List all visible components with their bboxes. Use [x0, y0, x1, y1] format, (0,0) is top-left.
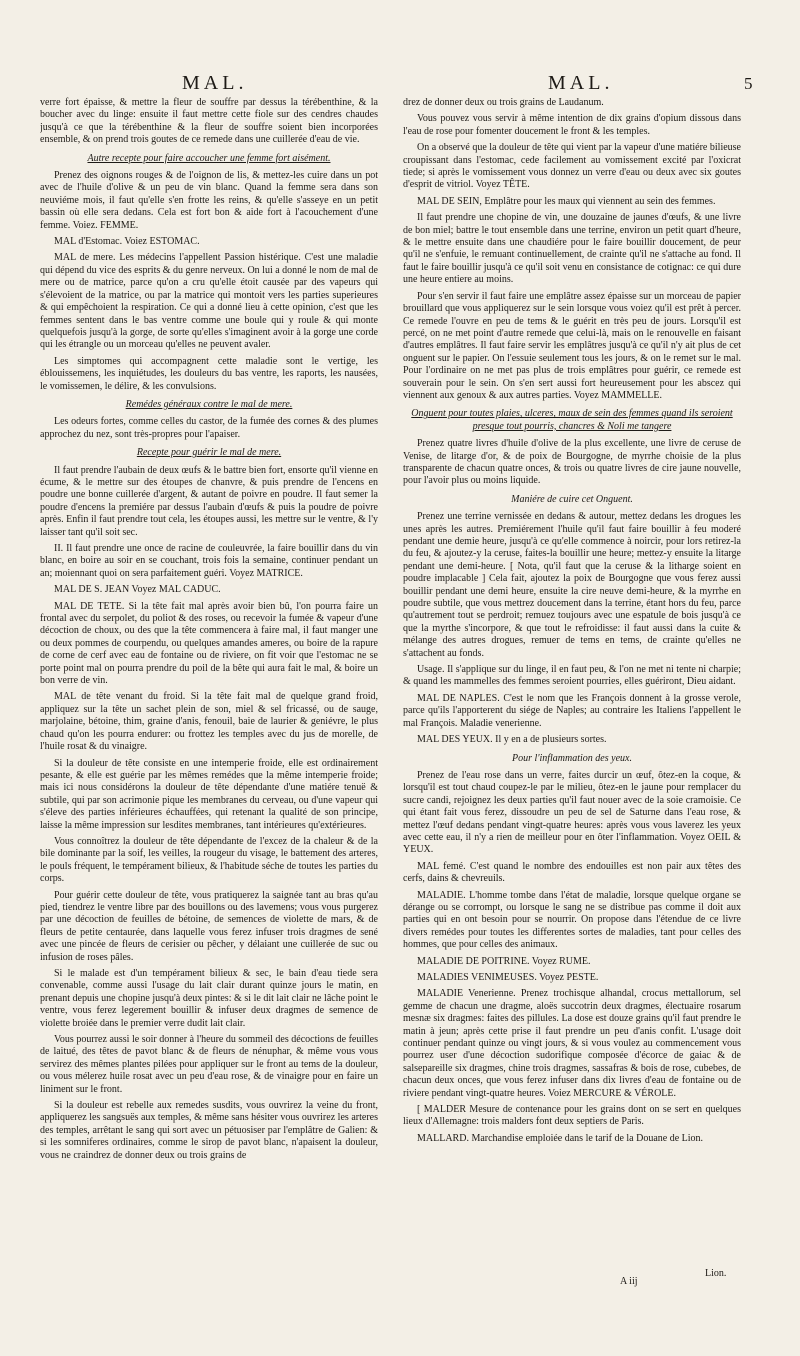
paragraph: Vous connoîtrez la douleur de tête dépendante de l'excez de la chaleur & de la bile dominante par la soif, les veilles, la rougeur du visage, le battement des arteres, le pouls fréquent, le tempérament bilieux, & l'habitude séche de toutes les parties du corps. — [40, 835, 378, 885]
paragraph: Pour s'en servir il faut faire une emplâtre assez épaisse sur un morceau de papier brouillard que vous appliquerez sur le sein lorsque vous voiez qu'il est prêt à percer. Ce remede l'ouvre en peu de tems & le guérit en très peu de jours. Lorsqu'il est percé, on ne met point d'autre remede que celui-là, mais on le renouvelle en faisant d'autres emplâtres. Il faut faire servir les emplâtres jusqu'à ce qu'il n'y ait plus de cet onguent sur le papier. On l'essuie seulement tous les jours, & on le remet sur le mal. Pour l'ordinaire on ne met pas plus de trois emplâtres pour guérir, ce remede est souverain pour le sein. On s'en sert aussi fort heureusement pour les abscez qui viennent aux genoux & aux autres parties. Voyez MAMMELLE. — [403, 290, 741, 401]
paragraph: MAL de mere. Les médecins l'appellent Passion histérique. C'est une maladie qui dépend du vice des esprits & du genre nerveux. On lui a donné le nom de mal de mere ou de matrice, parce qu'on a cru qu'elle étoit causée par des vapeurs qui s'élevoient de la matrice, ou par la matrice qui montoit vers les parties superieures & qui empêchoient la respiration. Ce qui a donné lieu à cette opinion, c'est que les femmes sentent dans le bas ventre comme une boule qui y roule & qui monte quelquefois jusqu'à la gorge, de sorte qu'elles s'imaginent avoir à la gorge une corde qui les étrangle ou un morceau qu'elles ne peuvent avaler. — [40, 252, 378, 351]
paragraph: Pour guérir cette douleur de tête, vous pratiquerez la saignée tant au bras qu'au pied, tiendrez le ventre libre par des bouillons ou des lavemens; vous vous purgerez par une décoction de feuilles de bétoine, de semences de violette de mars, & de fleurs de petite centaurée, dans laquelle vous ferez infuser trois dragmes de sené avec une pincée de fleurs de cerisier ou pêcher, y délaiant une cuillerée de suc ou infusion de roses pâles. — [40, 889, 378, 963]
running-head-left: MAL. — [182, 72, 248, 94]
paragraph: MAL d'Estomac. Voiez ESTOMAC. — [54, 236, 200, 248]
paragraph: MAL de tête venant du froid. Si la tête fait mal de quelque grand froid, appliquez sur la tête un sachet plein de son, miel & sel fricassé, ou de sauge, marjolaine, bétoine, thim, graine d'anis, fenouil, baie de laurier & geniévre, le plus chaud qu'on les pourra endurer: ou frottez les temples avec du jus de morelle, de l'huile rosat & du vinaigre. — [40, 691, 378, 753]
paragraph: Si la douleur est rebelle aux remedes susdits, vous ouvrirez la veine du front, appliquerez les sangsuës aux temples, & même sans hésiter vous ouvrirez les arteres des temples, arrêtant le sang qui sort avec un pétuosiser par l'emplâtre de Galien: & si les somniferes ordinaires, comme le sirop de pavot blanc, n'apaisent la douleur, vous ne craindrez de donner deux ou trois grains de — [40, 1100, 378, 1161]
paragraph: Il faut prendre une chopine de vin, une douzaine de jaunes d'œufs, & une livre de bon miel; battre le tout ensemble dans une terrine, environ un petit quart d'heure, & le mettre ensuite dans une chaudiére pour le faire bouillir doucement, de peur qu'il ne s'enfuie, le remuant continuellement, de crainte qu'il ne s'attache au fond. Il faut le faire bouillir jusqu'à ce qu'il soit venu en consistance de cotignac: ce qui dure une heure entiere au moins. — [403, 212, 741, 286]
paragraph: MAL femé. C'est quand le nombre des endouilles est non pair aux têtes des cerfs, dains & chevreuils. — [403, 860, 741, 885]
section-heading: Remédes généraux contre le mal de mere. — [125, 398, 293, 410]
paragraph: Les simptomes qui accompagnent cette maladie sont le vertige, les éblouissemens, les inquiétudes, les douleurs du bas ventre, les raports, les nausées, le vomissemen, le délire, & les convulsions. — [40, 355, 378, 392]
page-number: 5 — [744, 74, 753, 93]
paragraph: Prenez de l'eau rose dans un verre, faites durcir un œuf, ôtez-en la coque, & lorsqu'il est tout chaud coupez-le par le milieu, ôtez-en le jaune pour remplacer du sucre candi, rejoignez les deux parties qu'il faut nouer avec de la soie cramoisie. Ce qui étant fait vous ferez, dissoudre un peu de sel de Saturne dans l'eau rose, & mettez l'œuf dedans pendant vingt-quatre heures: après vous vous laverez les yeux avec cette eau, il n'y a rien de meilleur pour en ôter l'inflammation. Voyez OEIL & YEUX. — [403, 769, 741, 856]
paragraph: Vous pourrez aussi le soir donner à l'heure du sommeil des décoctions de feuilles de laitué, des têtes de pavot blanc & de fleurs de nénuphar, & même vous vous servirez des mêmes plantes pilées pour appliquer sur le front au tems de la douleur, ou vous mélerez huile rosat avec un peu d'eau rose, & de vinaigre pour en faire un liniment sur le front. — [40, 1034, 378, 1095]
paragraph: MALADIES VENIMEUSES. Voyez PESTE. — [417, 972, 599, 983]
catchword: Lion. — [705, 1268, 727, 1279]
section-heading: Onguent pour toutes plaies, ulceres, maux de sein des femmes quand ils seroient presque tout pourris, chancres & Noli me tangere — [411, 408, 733, 432]
section-heading: Autre recepte pour faire accoucher une femme fort aisément. — [87, 152, 331, 164]
section-heading: Recepte pour guérir le mal de mere. — [136, 447, 282, 459]
paragraph: Les odeurs fortes, comme celles du castor, de la fumée des cornes & des plumes approchez du nez, sont très-propres pour l'apaiser. — [40, 416, 378, 440]
paragraph: verre fort épaisse, & mettre la fleur de souffre par dessus la térébenthine, & la boucher avec du linge: ensuite il faut mettre cette fiole sur des cendres chaudes jusqu'à ce que la térébenthine & la fleur de souffre soient bien incorporées ensemble, & on prend trois goutes de ce remede dans une cuillerée d'eau de vie. — [40, 97, 378, 146]
paragraph: Prenez quatre livres d'huile d'olive de la plus excellente, une livre de ceruse de Venise, de litarge d'or, & de poix de Bourgogne, de myrrhe choisie de la plus transparente de chacun quatre onces, & trois ou quatre livres de cire jaune nouvelle, pour l'avoir plus ou moins liquide. — [403, 438, 741, 487]
section-heading: Pour l'inflammation des yeux. — [512, 752, 632, 764]
paragraph: Vous pouvez vous servir à même intention de dix grains d'opium dissous dans l'eau de rose pour fomenter doucement le front & les temples. — [403, 113, 741, 137]
paragraph: MALADIE Venerienne. Prenez trochisque alhandal, crocus mettallorum, sel gemme de chacun une dragme, aloës succotrin deux dragmes, électuaire rosarum mesnæ six dragmes: faites des pillules. La dose est douze grains qu'il faut prendre le matin à jeun; après cette prise il faut prendre un peu d'anis confit. L'usage doit continuer pendant quinze ou vingt jours, & si vous voulez au commencement vous pourrez user d'une décoction sudorifique composée d'écorce de gaiac & de salsepareille six dragmes, chine trois dragmes, sassafras & bois de rose, cubebes, de chacun deux onces, que vous ferez infuser dans dix livres d'eau de fontaine ou de riviere pendant vingt-quatre heures. Voiez MERCURE & VÉROLE. — [403, 988, 741, 1099]
running-head-right: MAL. — [548, 72, 614, 94]
paragraph: Il faut prendre l'aubain de deux œufs & le battre bien fort, ensorte qu'il vienne en écume, & le mettre sur des étoupes de chanvre, & puis prendre de l'encens en poudre une bonne cuillerée d'argent, & autant de poivre en poudre. Il faut semer la poudre d'encens la premiére par dessus l'aubain d'œufs & puis la poudre de poivre après. Enfin il faut prendre tout cela, les étoupes aussi, les mettre sur le ventre, & l'y laisser tant qu'il soit sec. — [40, 464, 378, 538]
paragraph: Prenez des oignons rouges & de l'oignon de lis, & mettez-les cuire dans un pot avec de l'huile d'olive & un peu de vin blanc. Quand la femme sera dans son neuviéme mois, il faut qu'elle s'en frotte les reins, & qu'elle s'asseye en un petit bassin où elle sera dedans. Cela est fort bon & aide fort à l'acouchement d'une femme. Voiez. FEMME. — [40, 170, 378, 231]
section-heading: Maniére de cuire cet Onguent. — [511, 493, 633, 505]
paragraph: MAL DE S. JEAN Voyez MAL CADUC. — [54, 584, 221, 596]
paragraph: MALLARD. Marchandise emploiée dans le tarif de la Douane de Lion. — [417, 1132, 704, 1144]
paragraph: II. Il faut prendre une once de racine de couleuvrée, la faire bouillir dans du vin blanc, en boire au soir en se couchant, trois fois la semaine, continuer pendant un an; moiennant quoi on sera parfaitement guéri. Voyez MATRICE. — [40, 543, 378, 579]
paragraph: MAL DES YEUX. Il y en a de plusieurs sortes. — [417, 734, 607, 746]
paragraph: MAL DE NAPLES. C'est le nom que les François donnent à la grosse verole, parce qu'ils l'apporterent du siége de Naples; au contraire les Italiens l'appellent le mal François. Maladie venerienne. — [403, 692, 741, 729]
paragraph: [ MALDER Mesure de contenance pour les grains dont on se sert en quelques lieux d'Allemagne: trois malders font deux septiers de Paris. — [403, 1104, 741, 1128]
paragraph: Si le malade est d'un tempérament bilieux & sec, le bain d'eau tiede sera convenable, comme aussi l'usage du lait clair durant quinze jours le matin, en prenant depuis une chopine jusqu'à deux pintes: & si le dit lait clair ne lâche point le ventre, vous ferez legerement bouillir & infuser deux dragmes de semence de violette broiée dans le premier verre dudit lait clair. — [40, 968, 378, 1029]
paragraph: Usage. Il s'applique sur du linge, il en faut peu, & l'on ne met ni tente ni charpie; & quand les mammelles des femmes seroient pourries, elles guériront, Dieu aidant. — [403, 664, 741, 688]
right-column — [403, 97, 741, 1269]
paragraph: Prenez une terrine vernissée en dedans & autour, mettez dedans les drogues les unes après les autres. Premiérement l'huile qu'il faut faire bouillir à feu moderé pendant une demie heure, jusqu'à ce qu'elle commence à noircir, pour lors retirez-la du feu, & ajoutez-y la ceruse, faites-la bouillir une heure; mettez-y ensuite la litarge pendant une demi-heure. [ Nota, qu'il faut que la ceruse & la litharge soient en poudre implacable ] Cela fait, ajoutez la poix de Bourgogne que vous ferez aussi bouillir pendant une demi heure, ensuite la cire neuve demi-heure, & la myrrhe en poudre subtile, que vous mettrez doucement dans la terrine, étant hors du feu, parce qu'autrement tout se perdroit; remuez toujours avec une espatule de bois jusqu'à ce que la myrthe s'incorpore, & que tout le refroidisse: il faut aussi dans la cuite & mélange des autres drogues, remuer de tems en tems, de crainte qu'elles ne s'attachent au fonds. — [403, 511, 741, 659]
paragraph: drez de donner deux ou trois grains de Laudanum. — [403, 97, 604, 108]
left-column — [40, 97, 378, 1269]
paragraph: MALADIE. L'homme tombe dans l'état de maladie, lorsque quelque organe se dérange ou se corrompt, ou lorsque le sang ne se distribue pas comme il doit aux parties qui en ont besoin pour se nourrir. On propose dans l'étendue de ce livre divers remédes pour toutes les differentes sortes de maladies, tant pour celles des hommes, que pour celles des animaux. — [403, 889, 741, 951]
paragraph: MAL DE TETE. Si la tête fait mal après avoir bien bû, l'on pourra faire un frontal avec du serpolet, du poliot & des roses, ou recevoir la fumée & vapeur d'une décoction de choux, ou des que la tête commencera à faire mal, il faut manger une ou deux pommes de courpendu, ou quelques amandes ameres, ou boire de la rapure de corne de cerf avec eau de fontaine ou de riviere, on fit voir que l'estomac ne se porte point mal on pourra prendre du poil de la bête qui aura fait le mal, & boire un bon verre de vin. — [40, 600, 378, 687]
paragraph: MALADIE DE POITRINE. Voyez RUME. — [417, 955, 591, 967]
paragraph: Si la douleur de tête consiste en une intemperie froide, elle est ordinairement pesante, & elle est guérie par les mêmes remédes que la même intemperie froide; mais ici nous considérons la douleur de tête dépendante d'une matiére tenuë & subtile, qui par son acrimonie pique les membranes du cerveau, ou d'une vapeur qui s'éleve des parties inférieures échauffées, qui retenant la qualité de son principe, laisse la même impression sur lesdites membranes, tant intérieures qu'extérieures. — [40, 757, 378, 831]
paragraph: On a observé que la douleur de tête qui vient par la vapeur d'une matiére bilieuse croupissant dans l'estomac, cede facilement au vomissement excité par l'oxicrat tiede; si après le vomissement vous donnez un verre d'eau ou deux avec six goutes d'esprit de vitriol. Voyez TÊTE. — [403, 142, 741, 191]
signature-mark: A iij — [620, 1276, 638, 1287]
paragraph: MAL DE SEIN, Emplâtre pour les maux qui viennent au sein des femmes. — [417, 195, 716, 207]
